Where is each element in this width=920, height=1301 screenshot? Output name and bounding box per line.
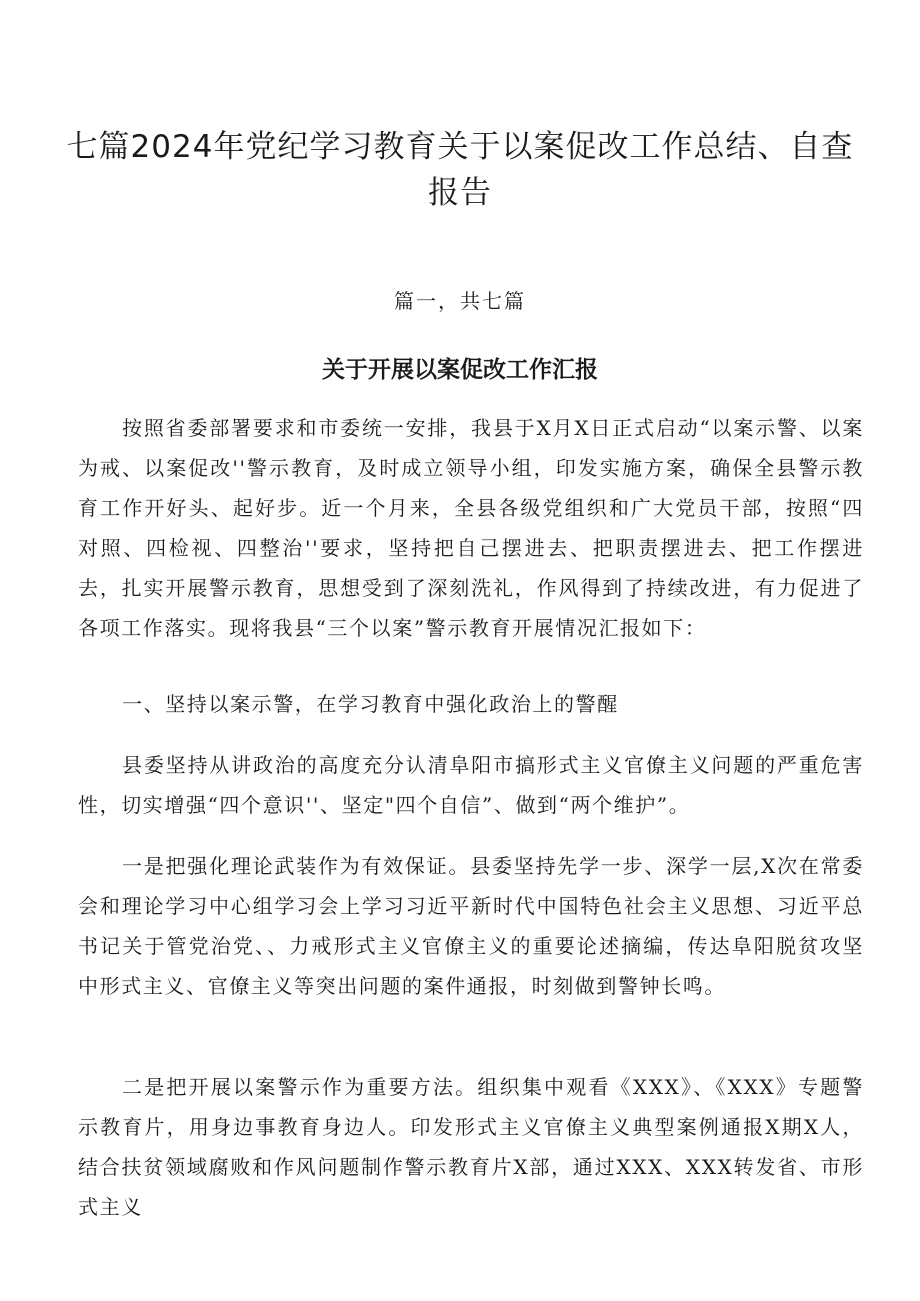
part-label: 篇一，共七篇 (394, 289, 526, 313)
intro-paragraph: 按照省委部署要求和市委统一安排，我县于X月X日正式启动“以案示警、以案为戒、以案促改''警示教育，及时成立领导小组，印发实施方案，确保全县警示教育工作开好头、起好步。近一个月来，全县各级党组织和广大党员干部，按照“四对照、四检视、四整治''要求，坚持把自己摆进去、把职责摆进去、把工作摆进去，扎实开展警示教育，思想受到了深刻洗礼，作风得到了持续改进，有力促进了各项工作落实。现将我县“三个以案”警示教育开展情况汇报如下： (78, 416, 864, 640)
county-committee-paragraph: 县委坚持从讲政治的高度充分认清阜阳市搞形式主义官僚主义问题的严重危害性，切实增强“四个意识''、坚定"四个自信”、做到“两个维护”。 (78, 753, 864, 817)
document-title: 七篇2024年党纪学习教育关于以案促改工作总结、自查报告 (66, 129, 854, 211)
second-point-paragraph: 二是把开展以案警示作为重要方法。组织集中观看《XXX》、《XXX》专题警示教育片，用身边事教育身边人。印发形式主义官僚主义典型案例通报X期X人，结合扶贫领域腐败和作风问题制作警示教育片X部，通过XXX、XXX转发省、市形式主义 (78, 1075, 864, 1219)
section-heading-one: 一、坚持以案示警，在学习教育中强化政治上的警醒 (122, 692, 619, 716)
section-subtitle: 关于开展以案促改工作汇报 (322, 357, 598, 383)
first-point-paragraph: 一是把强化理论武装作为有效保证。县委坚持先学一步、深学一层,X次在常委会和理论学习中心组学习会上学习习近平新时代中国特色社会主义思想、习近平总书记关于管党治党、、力戒形式主义官僚主义的重要论述摘编，传达阜阳脱贫攻坚中形式主义、官僚主义等突出问题的案件通报，时刻做到警钟长鸣。 (78, 854, 864, 998)
